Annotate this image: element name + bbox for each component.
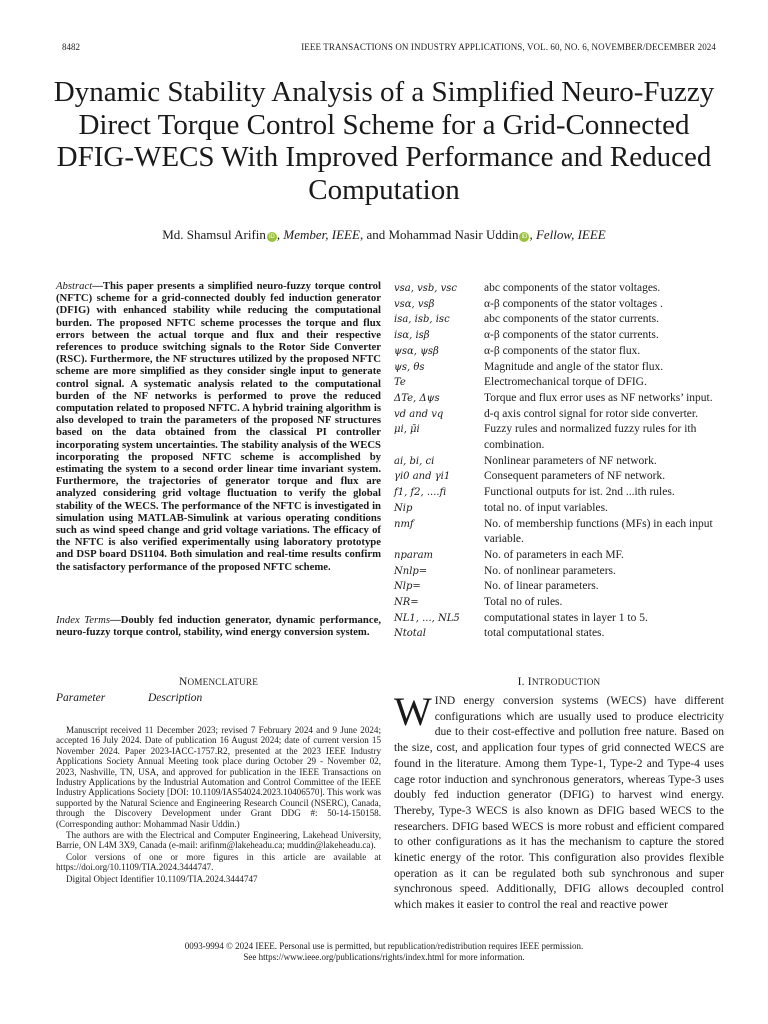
nomenclature-description: total no. of input variables. bbox=[484, 501, 608, 514]
nomenclature-description: α-β components of the stator currents. bbox=[484, 329, 659, 342]
nomenclature-row bbox=[394, 501, 724, 517]
nomenclature-symbol: isa, isb, isc bbox=[394, 314, 450, 326]
abstract-label: Abstract bbox=[56, 280, 93, 292]
nomenclature-row bbox=[394, 548, 724, 564]
nomenclature-row bbox=[394, 517, 724, 548]
journal-header: IEEE TRANSACTIONS ON INDUSTRY APPLICATIONS, VOL. 60, NO. 6, NOVEMBER/DECEMBER 2024 bbox=[301, 42, 716, 52]
nomenclature-description: No. of parameters in each MF. bbox=[484, 548, 624, 561]
page-number: 8482 bbox=[62, 42, 80, 52]
nomenclature-description: abc components of the stator currents. bbox=[484, 313, 659, 326]
nomenclature-description: d-q axis control signal for rotor side converter. bbox=[484, 407, 698, 420]
nomenclature-symbol: Ntotal bbox=[394, 628, 426, 640]
nomenclature-description: Nonlinear parameters of NF network. bbox=[484, 454, 657, 467]
nomenclature-symbol: NR= bbox=[394, 597, 419, 609]
nomenclature-symbol: Nip bbox=[394, 502, 413, 514]
nomenclature-symbol: nmf bbox=[394, 518, 414, 530]
nomenclature-row bbox=[394, 281, 724, 297]
nomenclature-row bbox=[394, 375, 724, 391]
drop-cap: W bbox=[394, 689, 432, 734]
nomenclature-description: α-β components of the stator flux. bbox=[484, 344, 641, 357]
nomenclature-symbol: vsa, vsb, vsc bbox=[394, 283, 458, 294]
nomenclature-symbol: vd and vq bbox=[394, 408, 444, 420]
description-column-label: Description bbox=[148, 692, 203, 704]
nomenclature-symbol: ψsα, ψsβ bbox=[394, 345, 439, 357]
author1-role: , Member, IEEE bbox=[276, 227, 360, 242]
nomenclature-description: Electromechanical torque of DFIG. bbox=[484, 376, 647, 389]
abstract bbox=[56, 280, 381, 573]
nomenclature-row bbox=[394, 422, 724, 453]
nomenclature-description: total computational states. bbox=[484, 627, 605, 640]
copyright-notice bbox=[40, 941, 728, 963]
orcid-icon[interactable]: iD bbox=[519, 232, 529, 242]
nomenclature-row bbox=[394, 454, 724, 470]
nomenclature-symbol: μi, μ̄i bbox=[394, 424, 420, 436]
paper-title: Dynamic Stability Analysis of a Simplified Neuro-Fuzzy Direct Torque Control Scheme for a Grid-Connected DFIG-WECS With Improved Performance and Reduced Computation bbox=[53, 76, 715, 206]
author1-name: Md. Shamsul Arifin bbox=[162, 227, 266, 242]
nomenclature-row bbox=[394, 564, 724, 580]
index-terms bbox=[56, 614, 381, 638]
nomenclature-row bbox=[394, 626, 724, 642]
introduction-body bbox=[394, 689, 724, 914]
nomenclature-description: computational states in layer 1 to 5. bbox=[484, 611, 648, 624]
nomenclature-symbol: vsα, vsβ bbox=[394, 298, 435, 310]
nomenclature-description: No. of membership functions (MFs) in each input variable. bbox=[484, 517, 713, 546]
index-terms-label: Index Terms bbox=[56, 614, 110, 626]
index-terms-text: —Doubly fed induction generator, dynamic performance, neuro-fuzzy torque control, stability, wind energy conversion system. bbox=[56, 614, 381, 639]
nomenclature-symbol: f1, f2, ....fi bbox=[394, 487, 447, 499]
author2-name: Mohammad Nasir Uddin bbox=[388, 227, 519, 242]
nomenclature-symbol: Nlp= bbox=[394, 581, 421, 593]
nomenclature-list bbox=[394, 281, 724, 642]
orcid-icon[interactable]: iD bbox=[267, 232, 277, 242]
nomenclature-symbol: Te bbox=[394, 377, 406, 389]
nomenclature-description: Functional outputs for ist. 2nd ...ith rules. bbox=[484, 486, 675, 499]
color-note: Color versions of one or more figures in this article are available at https://doi.org/10.1109/TIA.2024.3444747. bbox=[56, 851, 381, 873]
author-line bbox=[40, 227, 728, 243]
copyright-line-2: See https://www.ieee.org/publications/rights/index.html for more information. bbox=[243, 952, 525, 962]
nomenclature-description: Magnitude and angle of the stator flux. bbox=[484, 360, 664, 373]
copyright-line-1: 0093-9994 © 2024 IEEE. Personal use is permitted, but republication/redistribution requires IEEE permission. bbox=[184, 941, 584, 951]
nomenclature-row bbox=[394, 297, 724, 313]
abstract-text: —This paper presents a simplified neuro-fuzzy torque control (NFTC) scheme for a grid-connected doubly fed induction generator (DFIG) with enhanced stability while reducing the computational burden. The proposed NFTC scheme processes the torque and flux errors between the actual torque and flux and their respective references to produce switching signals to the Rotor Side Converter (RSC). Furthermore, the NF structures utilized by the proposed NFTC scheme are more simplified as they consider single input to generate control signal. A systematic analysis related to the computational burden of the NF networks is performed to prove the reduced computation related to proposed NFTC. A hybrid training algorithm is also developed to train the parameters of the proposed NF structures based on the data obtained from the classical PI controller incorporating system uncertainties. The stability analysis of the WECS incorporating the proposed NFTC scheme is accomplished by estimating the system to a second order linear time invariant system. Furthermore, the trajectories of generator torque and flux are analyzed considering grid voltage fluctuation to verify the global stability of the WECS. The performance of the NFTC is investigated in simulation using MATLAB-Simulink at various operating conditions such as wind speed change and grid voltage variations. The efficacy of the NFTC is also verified experimentally using laboratory prototype and DSP board DS1104. Both simulation and real-time results confirm the satisfactory performance of the proposed NFTC scheme. bbox=[56, 280, 381, 573]
manuscript-note: Manuscript received 11 December 2023; revised 7 February 2024 and 9 June 2024; accepted 16 July 2024. Date of publication 16 August 2024; date of current version 15 November 2024. Paper 2023-IACC-1757.R2, presented at the 2023 IEEE Industry Applications Society Annual Meeting took place during October 29 - November 02, 2023, Nashville, TN, USA, and approved for publication in the IEEE Transactions on Industry Applications by the Industrial Automation and Control Committee of the IEEE Industry Applications Society [DOI: 10.1109/IAS54024.2023.10406570]. This work was supported by the Natural Science and Engineering Research Council (NSERC), Canada, through the Discovery Development under Grant DDG #: 50-14-150158. (Corresponding author: Mohammad Nasir Uddin.) bbox=[56, 725, 381, 829]
nomenclature-symbol: isα, isβ bbox=[394, 330, 430, 342]
nomenclature-row bbox=[394, 391, 724, 407]
nomenclature-row bbox=[394, 469, 724, 485]
nomenclature-row bbox=[394, 328, 724, 344]
nomenclature-symbol: ψs, θs bbox=[394, 361, 425, 373]
nomenclature-symbol: NL1, ..., NL5 bbox=[394, 612, 460, 624]
nomenclature-row bbox=[394, 344, 724, 360]
nomenclature-symbol: ΔTe, Δψs bbox=[394, 392, 440, 404]
introduction-text: IND energy conversion systems (WECS) have different configurations which are usually used to produce electricity due to their cost-effective and pollution free nature. Based on the size, cost, and application four types of grid connected WECS are found in the literature. Among them Type-1, Type-2 and Type-4 uses cage rotor induction and synchronous generators, whereas Type-3 uses doubly fed induction generator (DFIG) to harvest wind energy. Thereby, Type-3 WECS is also known as DFIG based WECS to the researchers. DFIG based WECS is more robust and efficient compared to other configurations as it has the mechanism to capture the stored kinetic energy of the rotor. This configuration also provides flexible operation as it can be regulated both sub synchronous and super synchronous speed. Additionally, DFIG allows decoupled control which makes it easier to control the real and reactive power bbox=[394, 695, 724, 912]
nomenclature-description: abc components of the stator voltages. bbox=[484, 282, 661, 294]
nomenclature-symbol: ai, bi, ci bbox=[394, 455, 435, 467]
nomenclature-columns bbox=[56, 692, 202, 704]
nomenclature-description: Torque and flux error uses as NF networks’ input. bbox=[484, 391, 713, 404]
nomenclature-row bbox=[394, 611, 724, 627]
nomenclature-heading: NOMENCLATURE bbox=[178, 676, 259, 688]
nomenclature-description: α-β components of the stator voltages . bbox=[484, 297, 663, 310]
author-connector: , and bbox=[359, 227, 389, 242]
nomenclature-symbol: γi0 and γi1 bbox=[394, 471, 451, 483]
nomenclature-row bbox=[394, 579, 724, 595]
nomenclature-row bbox=[394, 360, 724, 376]
nomenclature-row bbox=[394, 407, 724, 423]
nomenclature-description: Consequent parameters of NF network. bbox=[484, 470, 666, 483]
introduction-heading: I. INTRODUCTION bbox=[517, 676, 601, 688]
nomenclature-symbol: nparam bbox=[394, 549, 434, 561]
author2-role: , Fellow, IEEE bbox=[529, 227, 606, 242]
nomenclature-row bbox=[394, 312, 724, 328]
nomenclature-symbol: Nnlp= bbox=[394, 565, 428, 577]
nomenclature-description: Total no of rules. bbox=[484, 596, 563, 609]
nomenclature-description: No. of linear parameters. bbox=[484, 580, 599, 593]
nomenclature-description: Fuzzy rules and normalized fuzzy rules for ith combination. bbox=[484, 423, 697, 452]
nomenclature-row bbox=[394, 485, 724, 501]
nomenclature-description: No. of nonlinear parameters. bbox=[484, 564, 616, 577]
nomenclature-row bbox=[394, 595, 724, 611]
parameter-column-label: Parameter bbox=[56, 692, 106, 704]
footnotes bbox=[56, 725, 381, 884]
affiliation-note: The authors are with the Electrical and Computer Engineering, Lakehead University, Barrie, ON L4M 3X9, Canada (e-mail: arifinm@lakeheadu.ca; muddin@lakeheadu.ca). bbox=[56, 830, 381, 851]
doi-note: Digital Object Identifier 10.1109/TIA.2024.3444747 bbox=[66, 873, 258, 884]
